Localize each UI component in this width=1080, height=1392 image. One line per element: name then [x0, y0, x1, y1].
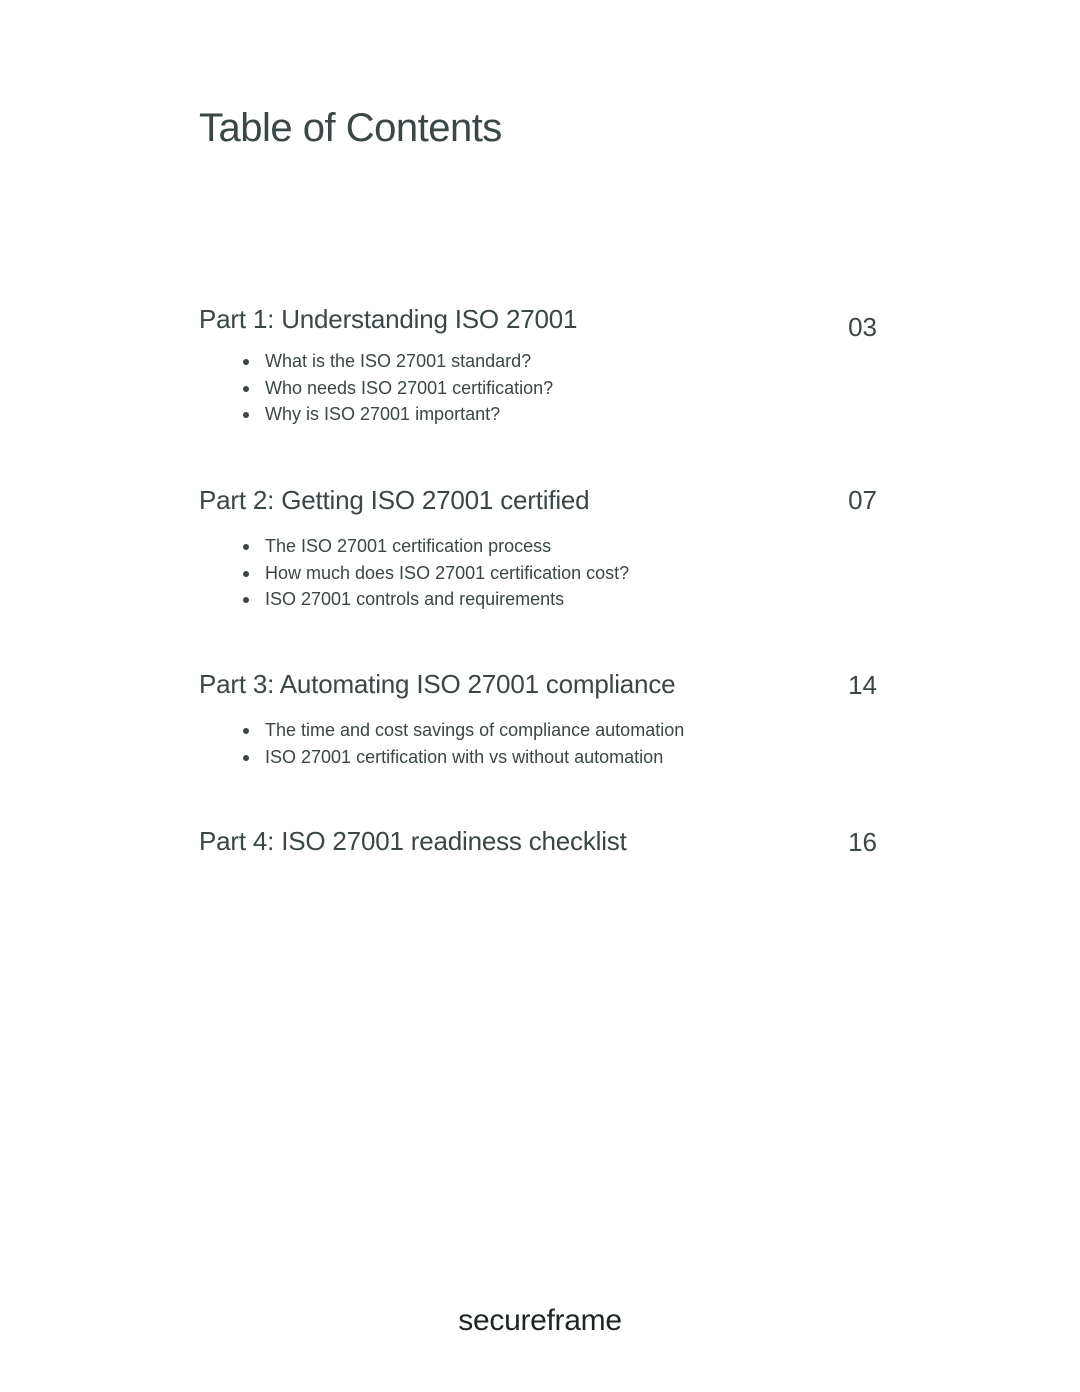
- toc-subitem-label: Who needs ISO 27001 certification?: [265, 377, 554, 398]
- toc-subitem[interactable]: [199, 533, 879, 560]
- bullet-icon: [243, 359, 249, 365]
- bullet-icon: [243, 571, 249, 577]
- toc-subitem[interactable]: [199, 560, 879, 587]
- toc-subitem[interactable]: [199, 348, 879, 375]
- toc-subitems: [199, 348, 879, 428]
- toc-section-header: [199, 304, 879, 344]
- toc-subitem-label: The time and cost savings of compliance automation: [265, 720, 685, 740]
- bullet-icon: [243, 755, 249, 761]
- toc-subitems: [199, 533, 879, 613]
- toc-section-part-3: [199, 669, 879, 770]
- toc-page-number[interactable]: 03: [848, 312, 877, 342]
- toc-subitem-label: The ISO 27001 certification process: [265, 536, 552, 556]
- toc-section-part-4: [199, 826, 879, 866]
- toc-page-number[interactable]: 16: [848, 827, 877, 857]
- toc-subitem-label: Why is ISO 27001 important?: [265, 404, 501, 424]
- toc-subitem[interactable]: [199, 586, 879, 613]
- toc-subitem-label: What is the ISO 27001 standard?: [265, 351, 532, 371]
- toc-section-title[interactable]: Part 1: Understanding ISO 27001: [199, 304, 578, 334]
- bullet-icon: [243, 412, 249, 418]
- bullet-icon: [243, 544, 249, 550]
- toc-subitem-label: How much does ISO 27001 certification cost?: [265, 562, 630, 583]
- toc-page-number[interactable]: 14: [848, 670, 877, 700]
- toc-section-part-1: [199, 304, 879, 428]
- bullet-icon: [243, 728, 249, 734]
- page-title: Table of Contents: [199, 106, 502, 150]
- toc-subitem[interactable]: [199, 744, 879, 771]
- bullet-icon: [243, 597, 249, 603]
- toc-subitem[interactable]: [199, 375, 879, 402]
- toc-subitems: [199, 717, 879, 770]
- toc-section-header: [199, 826, 879, 866]
- toc-section-header: [199, 485, 879, 525]
- toc-subitem[interactable]: [199, 717, 879, 744]
- toc-section-title[interactable]: Part 3: Automating ISO 27001 compliance: [199, 669, 676, 699]
- toc-subitem[interactable]: [199, 401, 879, 428]
- toc-subitem-label: ISO 27001 certification with vs without automation: [265, 746, 664, 767]
- toc-section-title[interactable]: Part 2: Getting ISO 27001 certified: [199, 485, 590, 515]
- toc-section-title[interactable]: Part 4: ISO 27001 readiness checklist: [199, 826, 627, 856]
- toc-section-header: [199, 669, 879, 709]
- bullet-icon: [243, 386, 249, 392]
- toc-subitem-label: ISO 27001 controls and requirements: [265, 589, 565, 609]
- brand-logo: secureframe: [458, 1304, 622, 1337]
- toc-section-part-2: [199, 485, 879, 613]
- toc-page-number[interactable]: 07: [848, 485, 877, 515]
